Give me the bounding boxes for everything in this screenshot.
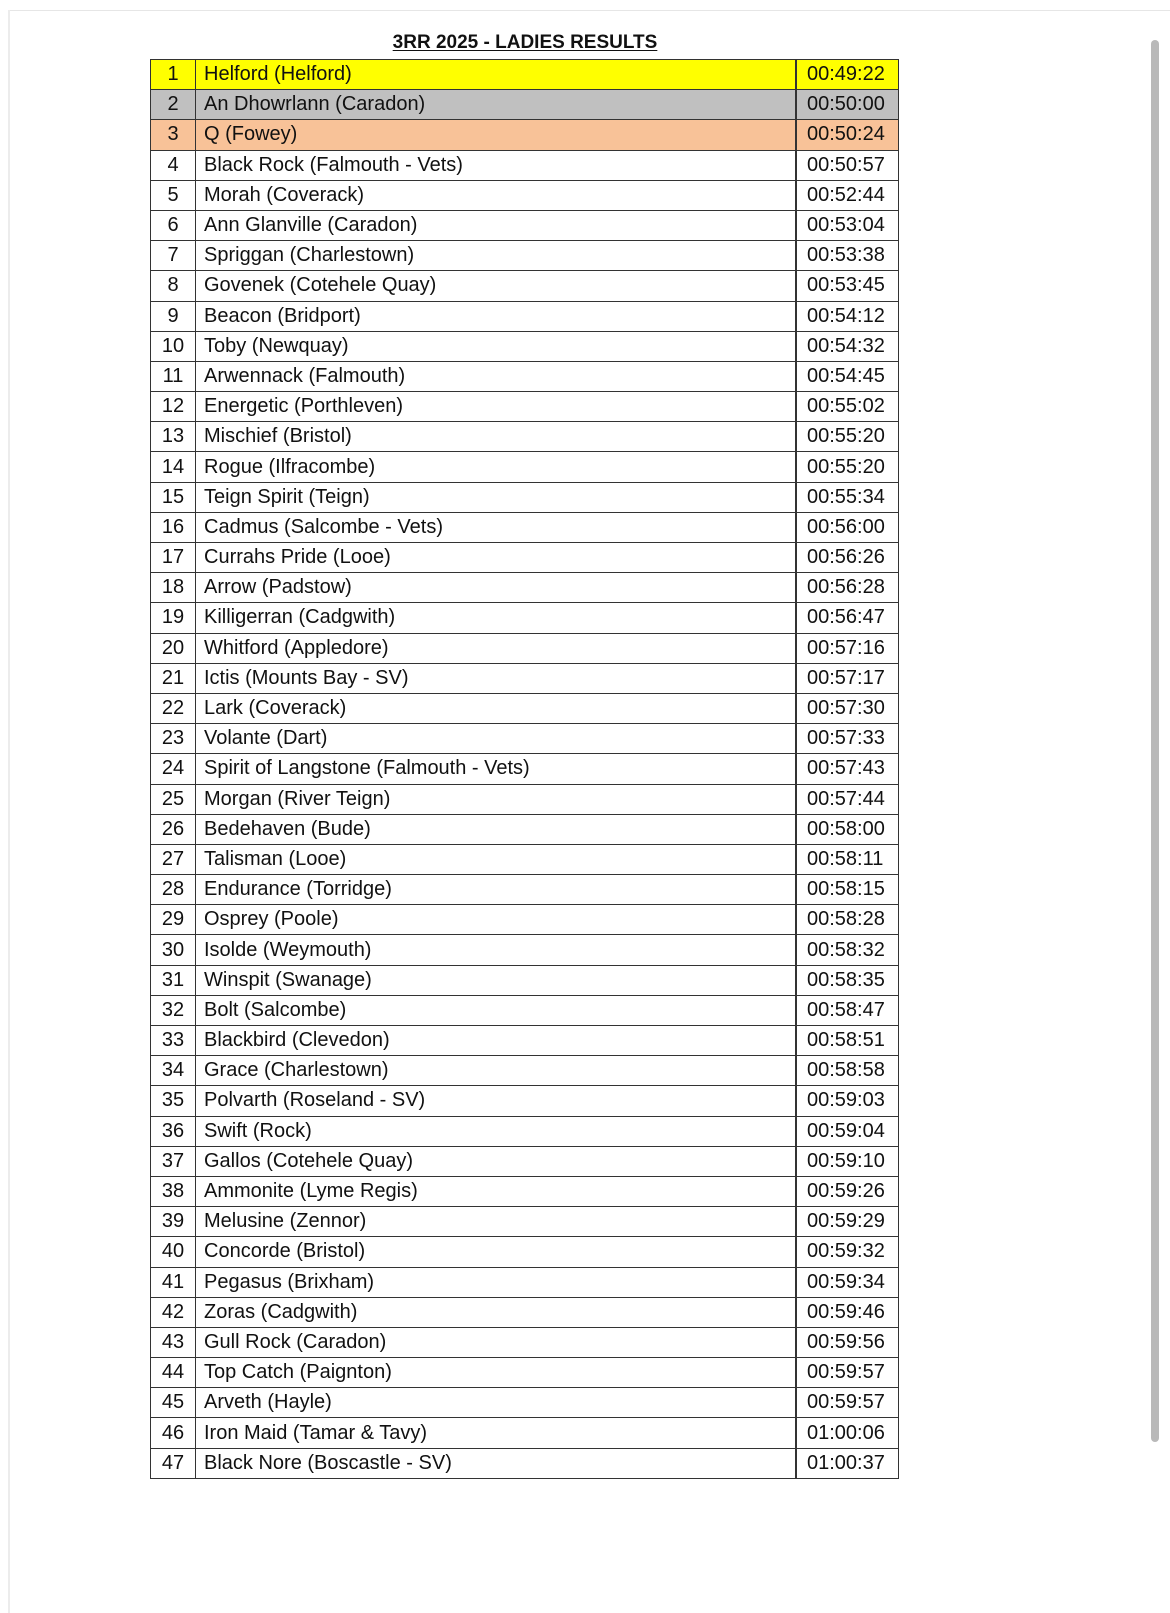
position-cell: 41	[151, 1267, 196, 1297]
result-row	[151, 784, 899, 814]
position-cell: 38	[151, 1176, 196, 1206]
crew-cell: Ammonite (Lyme Regis)	[196, 1176, 796, 1206]
result-row	[151, 603, 899, 633]
result-row	[151, 241, 899, 271]
vertical-scrollbar[interactable]	[1151, 40, 1159, 1442]
time-cell: 00:53:04	[797, 210, 899, 240]
crew-cell: Zoras (Cadgwith)	[196, 1297, 796, 1327]
crew-cell: Volante (Dart)	[196, 724, 796, 754]
page-left-edge	[8, 10, 10, 1613]
crew-cell: Blackbird (Clevedon)	[196, 1026, 796, 1056]
position-cell: 44	[151, 1358, 196, 1388]
result-row	[151, 1056, 899, 1086]
crew-cell: Morah (Coverack)	[196, 180, 796, 210]
result-row	[151, 633, 899, 663]
time-cell: 00:49:22	[797, 60, 899, 90]
result-row	[151, 120, 899, 150]
position-cell: 27	[151, 844, 196, 874]
time-cell: 00:59:32	[797, 1237, 899, 1267]
position-cell: 4	[151, 150, 196, 180]
result-row	[151, 392, 899, 422]
time-cell: 00:50:00	[797, 90, 899, 120]
result-row	[151, 543, 899, 573]
result-row	[151, 875, 899, 905]
results-table	[150, 59, 899, 1479]
result-row	[151, 814, 899, 844]
position-cell: 8	[151, 271, 196, 301]
position-cell: 2	[151, 90, 196, 120]
time-cell: 00:54:45	[797, 361, 899, 391]
crew-cell: Arrow (Padstow)	[196, 573, 796, 603]
result-row	[151, 1116, 899, 1146]
crew-cell: Ictis (Mounts Bay - SV)	[196, 663, 796, 693]
position-cell: 22	[151, 693, 196, 723]
position-cell: 32	[151, 995, 196, 1025]
position-cell: 42	[151, 1297, 196, 1327]
position-cell: 17	[151, 543, 196, 573]
position-cell: 36	[151, 1116, 196, 1146]
crew-cell: Morgan (River Teign)	[196, 784, 796, 814]
crew-cell: Endurance (Torridge)	[196, 875, 796, 905]
crew-cell: Lark (Coverack)	[196, 693, 796, 723]
position-cell: 1	[151, 60, 196, 90]
position-cell: 10	[151, 331, 196, 361]
position-cell: 13	[151, 422, 196, 452]
crew-cell: Beacon (Bridport)	[196, 301, 796, 331]
crew-cell: Energetic (Porthleven)	[196, 392, 796, 422]
crew-cell: Spriggan (Charlestown)	[196, 241, 796, 271]
result-row	[151, 1207, 899, 1237]
time-cell: 00:54:12	[797, 301, 899, 331]
time-cell: 00:59:04	[797, 1116, 899, 1146]
time-cell: 00:58:35	[797, 965, 899, 995]
time-cell: 00:59:34	[797, 1267, 899, 1297]
crew-cell: Whitford (Appledore)	[196, 633, 796, 663]
result-row	[151, 1146, 899, 1176]
crew-cell: Winspit (Swanage)	[196, 965, 796, 995]
crew-cell: An Dhowrlann (Caradon)	[196, 90, 796, 120]
time-cell: 00:59:10	[797, 1146, 899, 1176]
crew-cell: Top Catch (Paignton)	[196, 1358, 796, 1388]
result-row	[151, 1297, 899, 1327]
crew-cell: Isolde (Weymouth)	[196, 935, 796, 965]
crew-cell: Pegasus (Brixham)	[196, 1267, 796, 1297]
position-cell: 7	[151, 241, 196, 271]
position-cell: 28	[151, 875, 196, 905]
crew-cell: Bedehaven (Bude)	[196, 814, 796, 844]
crew-cell: Talisman (Looe)	[196, 844, 796, 874]
crew-cell: Currahs Pride (Looe)	[196, 543, 796, 573]
time-cell: 00:53:38	[797, 241, 899, 271]
position-cell: 24	[151, 754, 196, 784]
time-cell: 00:54:32	[797, 331, 899, 361]
position-cell: 6	[151, 210, 196, 240]
position-cell: 12	[151, 392, 196, 422]
position-cell: 23	[151, 724, 196, 754]
time-cell: 00:59:29	[797, 1207, 899, 1237]
result-row	[151, 1358, 899, 1388]
time-cell: 00:57:44	[797, 784, 899, 814]
result-row	[151, 663, 899, 693]
crew-cell: Osprey (Poole)	[196, 905, 796, 935]
position-cell: 29	[151, 905, 196, 935]
result-row	[151, 60, 899, 90]
crew-cell: Ann Glanville (Caradon)	[196, 210, 796, 240]
crew-cell: Iron Maid (Tamar & Tavy)	[196, 1418, 796, 1448]
position-cell: 9	[151, 301, 196, 331]
position-cell: 40	[151, 1237, 196, 1267]
position-cell: 39	[151, 1207, 196, 1237]
time-cell: 00:59:57	[797, 1388, 899, 1418]
result-row	[151, 271, 899, 301]
time-cell: 00:58:51	[797, 1026, 899, 1056]
crew-cell: Govenek (Cotehele Quay)	[196, 271, 796, 301]
result-row	[151, 724, 899, 754]
crew-cell: Black Rock (Falmouth - Vets)	[196, 150, 796, 180]
time-cell: 00:55:34	[797, 482, 899, 512]
results-title	[150, 32, 900, 54]
time-cell: 00:58:28	[797, 905, 899, 935]
results-title-text: 3RR 2025 - LADIES RESULTS	[392, 32, 658, 53]
position-cell: 14	[151, 452, 196, 482]
position-cell: 25	[151, 784, 196, 814]
result-row	[151, 90, 899, 120]
crew-cell: Rogue (Ilfracombe)	[196, 452, 796, 482]
result-row	[151, 995, 899, 1025]
result-row	[151, 301, 899, 331]
position-cell: 30	[151, 935, 196, 965]
result-row	[151, 935, 899, 965]
result-row	[151, 1237, 899, 1267]
position-cell: 3	[151, 120, 196, 150]
time-cell: 00:58:47	[797, 995, 899, 1025]
time-cell: 00:53:45	[797, 271, 899, 301]
time-cell: 00:58:15	[797, 875, 899, 905]
time-cell: 01:00:06	[797, 1418, 899, 1448]
time-cell: 00:56:28	[797, 573, 899, 603]
time-cell: 00:57:33	[797, 724, 899, 754]
result-row	[151, 1086, 899, 1116]
result-row	[151, 1418, 899, 1448]
crew-cell: Spirit of Langstone (Falmouth - Vets)	[196, 754, 796, 784]
results-table-body	[151, 60, 899, 1479]
position-cell: 33	[151, 1026, 196, 1056]
crew-cell: Cadmus (Salcombe - Vets)	[196, 512, 796, 542]
time-cell: 00:55:02	[797, 392, 899, 422]
crew-cell: Melusine (Zennor)	[196, 1207, 796, 1237]
crew-cell: Q (Fowey)	[196, 120, 796, 150]
crew-cell: Toby (Newquay)	[196, 331, 796, 361]
time-cell: 00:58:58	[797, 1056, 899, 1086]
position-cell: 47	[151, 1448, 196, 1478]
time-cell: 00:58:32	[797, 935, 899, 965]
time-cell: 00:57:43	[797, 754, 899, 784]
crew-cell: Polvarth (Roseland - SV)	[196, 1086, 796, 1116]
time-cell: 00:59:57	[797, 1358, 899, 1388]
time-cell: 00:58:00	[797, 814, 899, 844]
position-cell: 18	[151, 573, 196, 603]
position-cell: 5	[151, 180, 196, 210]
time-cell: 00:56:00	[797, 512, 899, 542]
crew-cell: Grace (Charlestown)	[196, 1056, 796, 1086]
result-row	[151, 1026, 899, 1056]
position-cell: 26	[151, 814, 196, 844]
crew-cell: Swift (Rock)	[196, 1116, 796, 1146]
result-row	[151, 844, 899, 874]
result-row	[151, 1388, 899, 1418]
result-row	[151, 210, 899, 240]
position-cell: 34	[151, 1056, 196, 1086]
crew-cell: Gallos (Cotehele Quay)	[196, 1146, 796, 1176]
position-cell: 31	[151, 965, 196, 995]
result-row	[151, 573, 899, 603]
result-row	[151, 965, 899, 995]
position-cell: 35	[151, 1086, 196, 1116]
result-row	[151, 482, 899, 512]
page-top-edge	[8, 10, 1170, 11]
result-row	[151, 1327, 899, 1357]
position-cell: 20	[151, 633, 196, 663]
position-cell: 11	[151, 361, 196, 391]
time-cell: 00:50:24	[797, 120, 899, 150]
time-cell: 00:50:57	[797, 150, 899, 180]
crew-cell: Arwennack (Falmouth)	[196, 361, 796, 391]
time-cell: 00:59:56	[797, 1327, 899, 1357]
crew-cell: Arveth (Hayle)	[196, 1388, 796, 1418]
result-row	[151, 512, 899, 542]
crew-cell: Killigerran (Cadgwith)	[196, 603, 796, 633]
result-row	[151, 331, 899, 361]
time-cell: 00:57:17	[797, 663, 899, 693]
position-cell: 43	[151, 1327, 196, 1357]
result-row	[151, 754, 899, 784]
crew-cell: Bolt (Salcombe)	[196, 995, 796, 1025]
time-cell: 00:57:30	[797, 693, 899, 723]
result-row	[151, 422, 899, 452]
position-cell: 16	[151, 512, 196, 542]
time-cell: 00:56:26	[797, 543, 899, 573]
result-row	[151, 693, 899, 723]
result-row	[151, 1267, 899, 1297]
position-cell: 45	[151, 1388, 196, 1418]
crew-cell: Mischief (Bristol)	[196, 422, 796, 452]
result-row	[151, 452, 899, 482]
time-cell: 00:59:03	[797, 1086, 899, 1116]
time-cell: 00:59:46	[797, 1297, 899, 1327]
crew-cell: Black Nore (Boscastle - SV)	[196, 1448, 796, 1478]
position-cell: 37	[151, 1146, 196, 1176]
position-cell: 46	[151, 1418, 196, 1448]
time-cell: 00:57:16	[797, 633, 899, 663]
time-cell: 00:55:20	[797, 452, 899, 482]
position-cell: 19	[151, 603, 196, 633]
crew-cell: Teign Spirit (Teign)	[196, 482, 796, 512]
result-row	[151, 1176, 899, 1206]
crew-cell: Gull Rock (Caradon)	[196, 1327, 796, 1357]
time-cell: 01:00:37	[797, 1448, 899, 1478]
result-row	[151, 1448, 899, 1478]
time-cell: 00:52:44	[797, 180, 899, 210]
crew-cell: Concorde (Bristol)	[196, 1237, 796, 1267]
time-cell: 00:56:47	[797, 603, 899, 633]
time-cell: 00:59:26	[797, 1176, 899, 1206]
result-row	[151, 361, 899, 391]
result-row	[151, 180, 899, 210]
position-cell: 15	[151, 482, 196, 512]
crew-cell: Helford (Helford)	[196, 60, 796, 90]
time-cell: 00:58:11	[797, 844, 899, 874]
position-cell: 21	[151, 663, 196, 693]
time-cell: 00:55:20	[797, 422, 899, 452]
result-row	[151, 150, 899, 180]
result-row	[151, 905, 899, 935]
